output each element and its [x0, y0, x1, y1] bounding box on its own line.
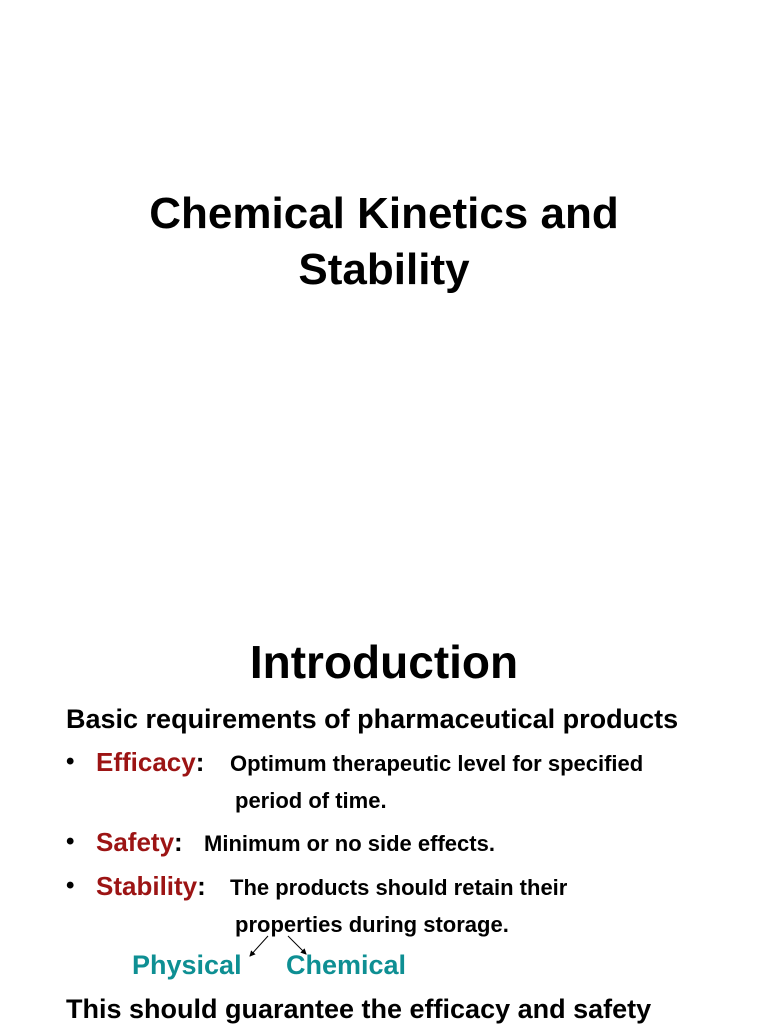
- introduction-heading: Introduction: [249, 636, 519, 688]
- branch-physical: Physical: [132, 950, 242, 980]
- term-text: Stability: [96, 871, 198, 901]
- term-colon: :: [174, 827, 183, 857]
- bullet-term-safety: [96, 826, 183, 858]
- term-colon: :: [195, 747, 205, 777]
- bullet-desc-stability: The products should retain their: [230, 875, 568, 900]
- introduction-slide: [0, 560, 768, 1024]
- term-text: Safety: [96, 827, 175, 857]
- bullet-marker: •: [66, 748, 75, 775]
- term-colon: :: [197, 871, 206, 901]
- bullet-desc-safety: Minimum or no side effects.: [204, 831, 495, 856]
- conclusion-line: This should guarantee the efficacy and safety: [66, 994, 652, 1024]
- arrow-to-physical: [250, 936, 268, 956]
- requirements-subheading: Basic requirements of pharmaceutical products: [66, 704, 679, 734]
- term-text: Efficacy: [96, 747, 196, 777]
- slide-title: [0, 186, 768, 298]
- bullet-marker: •: [66, 872, 75, 899]
- bullet-cont-efficacy: period of time.: [235, 788, 387, 813]
- bullet-cont-stability: properties during storage.: [235, 912, 509, 937]
- bullet-desc-efficacy: Optimum therapeutic level for specified: [230, 751, 644, 776]
- bullet-term-efficacy: [96, 746, 204, 778]
- branch-chemical: Chemical: [286, 950, 407, 980]
- slide-title-line-1: Chemical Kinetics and: [149, 189, 619, 238]
- bullet-marker: •: [66, 828, 75, 855]
- slide-title-line-2: Stability: [298, 245, 470, 294]
- bullet-term-stability: [96, 870, 206, 902]
